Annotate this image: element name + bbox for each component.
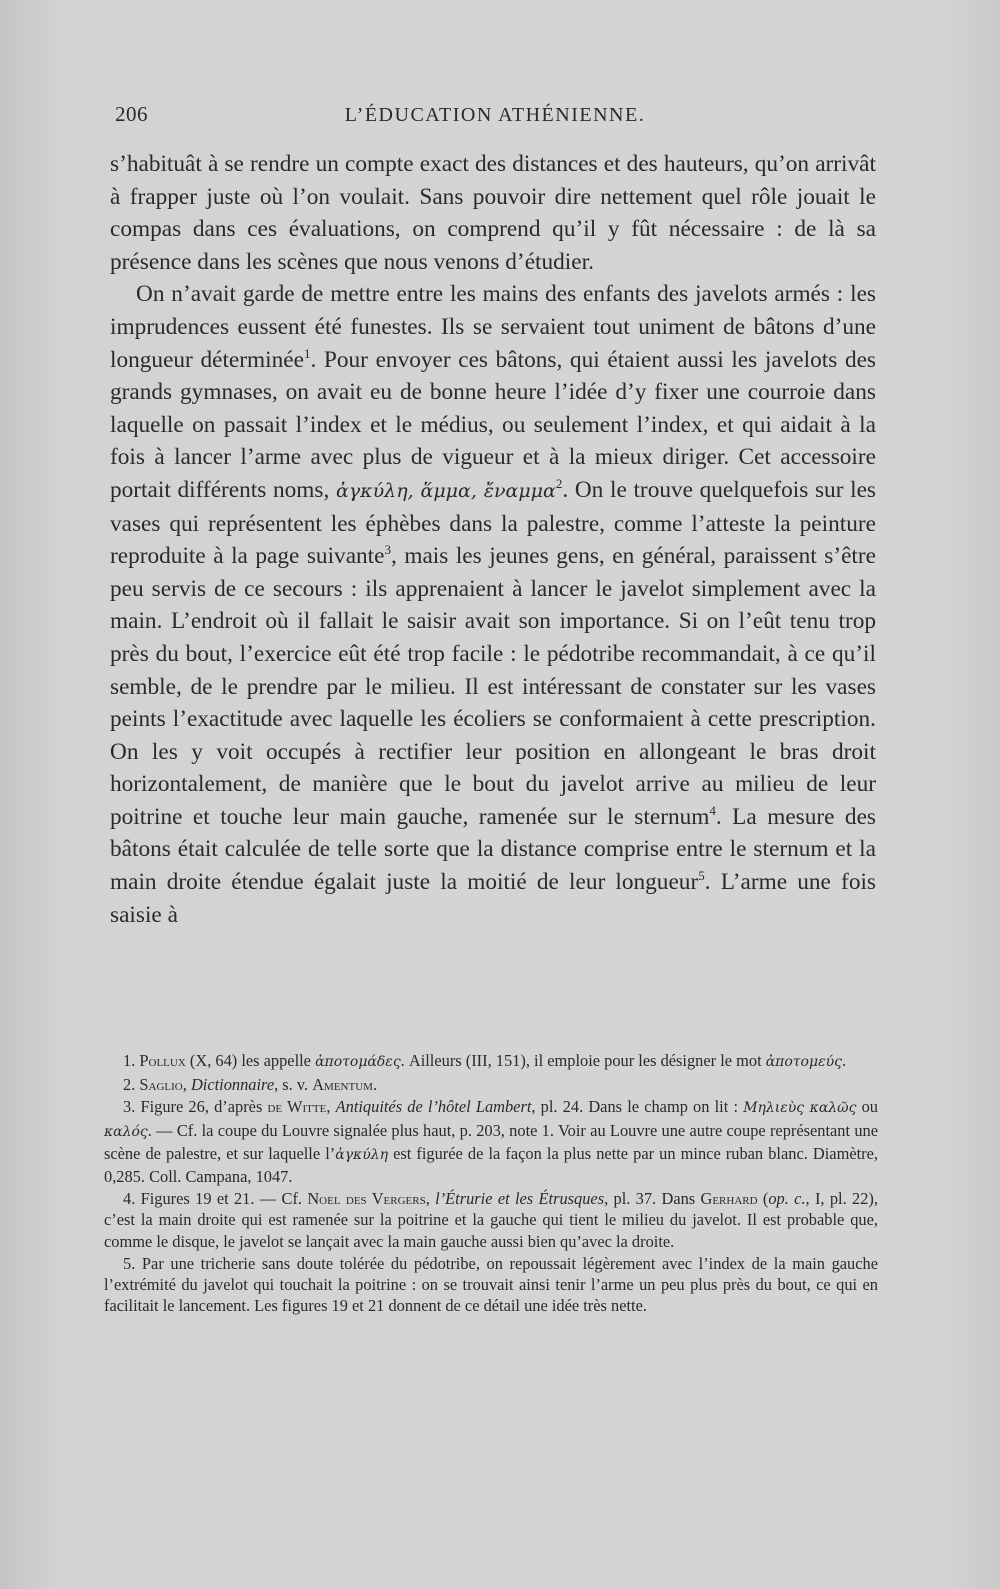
text-run: , pl. 37. Dans	[604, 1189, 701, 1209]
text-run: ,	[182, 1075, 191, 1095]
text-run: .	[372, 1075, 378, 1095]
footnote-5	[104, 1253, 878, 1317]
op-cit: op. c.	[768, 1189, 806, 1209]
footnote-ref-3[interactable]: 3	[384, 542, 391, 558]
greek-term: ἀποτομεύς	[765, 1054, 842, 1070]
text-run: . L’arme une fois saisie à	[110, 869, 876, 928]
text-run: ou	[856, 1097, 878, 1117]
running-title: L’ÉDUCATION ATHÉNIENNE.	[344, 104, 646, 126]
text-run: Par une tricherie sans doute tolérée du pédotribe, on repoussait légèrement avec l’index de la main gauche l’extrémité du javelot qui touchait la poitrine : on se trouvait ainsi tenir l’arme un peu plus près du bout, ce qui en facilitait le lancement. Les figures 19 et 21 donnent de ce détail une idée très nette.	[104, 1253, 879, 1316]
greek-term: καλός	[104, 1123, 148, 1140]
greek-terms: ἀγκύλη, ἅμμα, ἔναμμα	[335, 479, 556, 502]
footnote-ref-4[interactable]: 4	[709, 803, 716, 819]
footnote-number: 3.	[123, 1097, 136, 1117]
text-run: . On le trouve quelquefois sur les vases qui représentent les éphèbes dans la palestre, comme l’atteste la peinture reproduite à la page suivante	[110, 476, 877, 570]
greek-term: ἀγκύλη	[335, 1146, 389, 1163]
greek-term: ἀποτομάδες	[315, 1054, 401, 1070]
footnote-author: Saglio	[139, 1075, 183, 1095]
text-run: (	[757, 1189, 769, 1209]
text-run: On n’avait garde de mettre entre les mains des enfants des javelots armés : les imprudences eussent été funestes. Ils se servaient tout uniment de bâtons d’une longueur déterminée	[110, 281, 876, 373]
text-run: est figurée de la façon la plus nette par un mince ruban blanc. Diamètre, 0,285. Coll. Campana, 1047.	[104, 1143, 878, 1187]
text-run: , pl. 24. Dans le champ on lit :	[531, 1097, 744, 1117]
footnote-author: de Witte	[267, 1097, 327, 1117]
footnote-number: 2.	[123, 1075, 136, 1095]
work-title: Antiquités de l’hôtel Lambert	[335, 1097, 532, 1117]
footnote-2	[104, 1074, 878, 1095]
footnote-3	[104, 1096, 878, 1187]
greek-term: Μηλιεὺς καλῶς	[743, 1100, 857, 1117]
text-run: . La mesure des bâtons était calculée de telle sorte que la distance comprise entre le sternum et la main droite étendue égalait juste la moitié de leur longueur	[110, 803, 876, 896]
footnote-author: Pollux	[139, 1051, 186, 1070]
main-text	[110, 148, 876, 931]
footnote-author: Noel des Vergers	[307, 1189, 426, 1209]
entry-term: Amentum	[312, 1075, 373, 1095]
text-run: ,	[425, 1189, 436, 1209]
page-header	[115, 100, 875, 136]
footnote-author: Gerhard	[700, 1189, 758, 1209]
footnote-number: 5.	[123, 1253, 136, 1273]
footnotes	[104, 1050, 878, 1317]
footnote-ref-2[interactable]: 2	[555, 476, 563, 492]
work-title: Dictionnaire	[190, 1075, 275, 1095]
text-run: . — Cf. la coupe du Louvre signalée plus haut, p. 203, note 1. Voir au Louvre une autre coupe représentant une scène de palestre, et sur laquelle l’	[104, 1120, 878, 1163]
text-run: ,	[326, 1097, 336, 1117]
paragraph-1: s’habituât à se rendre un compte exact des distances et des hauteurs, qu’on arrivât à frapper juste où l’on voulait. Sans pouvoir dire nettement quel rôle jouait le compas dans ces évaluations, on comprend qu’il y fût nécessaire : de là sa présence dans les scènes que nous venons d’étudier.	[110, 151, 876, 275]
text-run: (X, 64) les appelle	[185, 1051, 316, 1070]
footnote-number: 4.	[123, 1189, 136, 1209]
text-run: . Pour envoyer ces bâtons, qui étaient aussi les javelots des grands gymnases, on avait eu de bonne heure l’idée d’y fixer une courroie dans laquelle on passait l’index et le médius, ou seulement l’index, et qui aidait à la fois à lancer l’arme avec plus de vigueur et à la mieux diriger. Cet accessoire portait différents noms,	[110, 346, 877, 503]
paragraph-2	[110, 278, 876, 931]
text-run: , mais les jeunes gens, en général, paraissent s’être peu servis de ce secours : ils apprenaient à lancer le javelot simplement avec la main. L’endroit où il fallait le saisir avait son importance. Si on l’eût tenu trop près du bout, l’exercice eût été trop facile : le pédotribe recommandait, à ce qu’il semble, de le prendre par le milieu. Il est intéressant de constater sur les vases peints l’exactitude avec laquelle les écoliers se conformaient à cette prescription. On les y voit occupés à rectifier leur position en allongeant le bras droit horizontalement, de manière que le bout du javelot arrive au milieu de leur poitrine et touche leur main gauche, ramenée sur le sternum	[110, 543, 876, 830]
text-run: .	[841, 1051, 847, 1070]
footnote-ref-5[interactable]: 5	[698, 868, 705, 884]
footnote-number: 1.	[123, 1051, 136, 1070]
footnote-4	[104, 1188, 878, 1252]
text-run: Figure 26, d’après	[140, 1097, 268, 1117]
text-run: Figures 19 et 21. — Cf.	[140, 1189, 308, 1209]
text-run: , s. v.	[274, 1075, 313, 1095]
footnote-ref-1[interactable]: 1	[303, 345, 311, 361]
text-run: , I, pl. 22), c’est la main droite qui est ramenée sur la poitrine et la gauche qui tient le milieu du javelot. Il est probable que, comme le disque, le javelot se lançait avec la main gauche aussi bien qu’avec la droite.	[104, 1189, 878, 1251]
page-number: 206	[115, 102, 148, 126]
text-run: . Ailleurs (III, 151), il emploie pour les désigner le mot	[400, 1051, 766, 1070]
work-title: l’Étrurie et les Étrusques	[435, 1189, 605, 1209]
footnote-1	[104, 1050, 878, 1073]
